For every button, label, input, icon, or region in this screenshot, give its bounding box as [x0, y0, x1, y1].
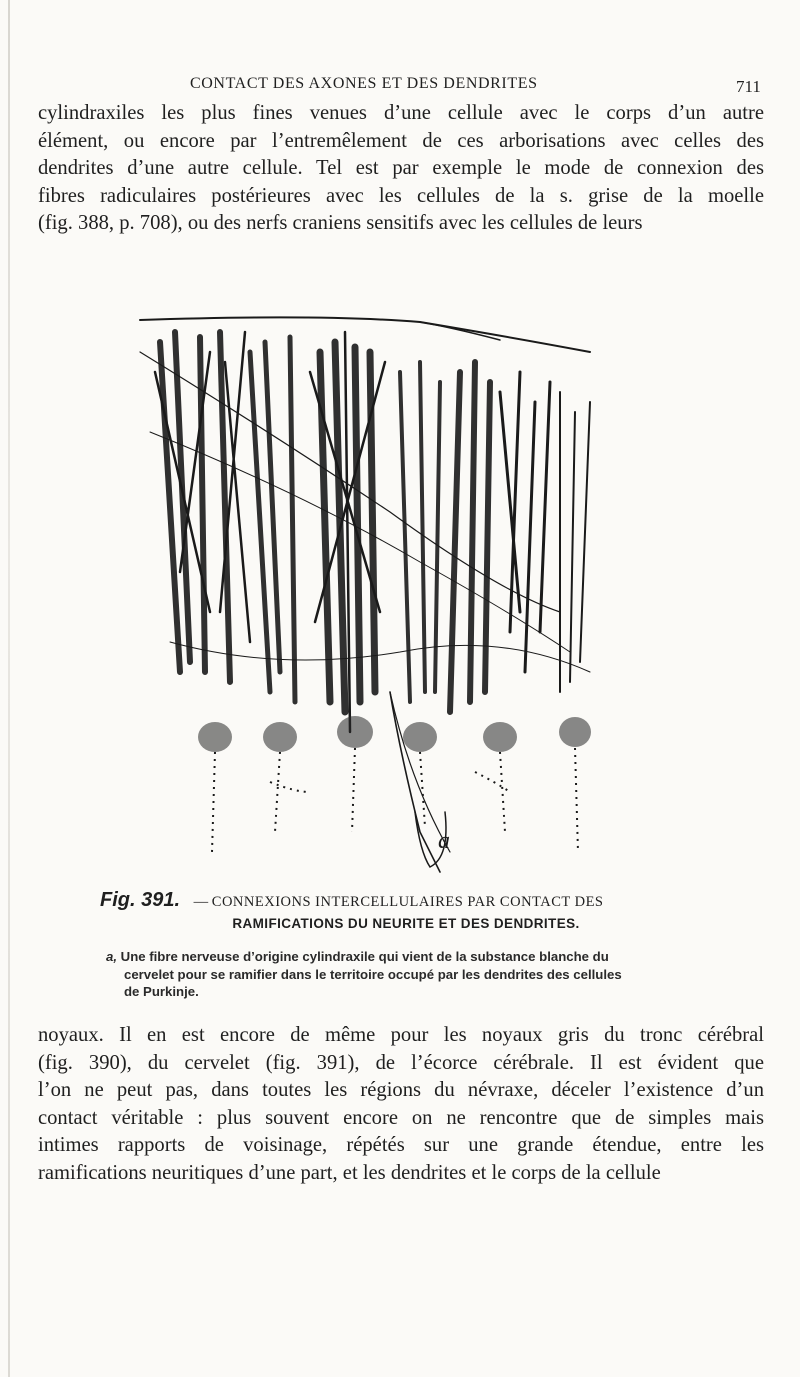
legend-key: a, — [106, 949, 117, 964]
figure-caption — [100, 890, 720, 934]
text-line: fibres radiculaires postérieures avec les cellules de la s. grise de la moelle — [38, 184, 764, 207]
cerebellum-illustration — [120, 312, 640, 892]
text-line: ramifications neuritiques d’une part, et les dendrites et le corps de la cellule — [38, 1161, 661, 1184]
text-line: contact véritable : plus souvent encore on ne rencontre que de simples mais — [38, 1106, 764, 1129]
caption-title-line1: CONNEXIONS INTERCELLULAIRES PAR CONTACT DES — [211, 894, 604, 910]
text-line: (fig. 388, p. 708), ou des nerfs craniens sensitifs avec les cellules de leurs — [38, 212, 643, 234]
caption-title-line2: RAMIFICATIONS DU NEURITE ET DES DENDRITES. — [232, 916, 580, 931]
legend-line: de Purkinje. — [124, 984, 199, 999]
running-head — [0, 75, 800, 99]
paragraph-top — [38, 100, 764, 238]
figure-label-a: a — [438, 828, 450, 854]
text-line: cylindraxiles les plus fines venues d’une cellule avec le corps d’un autre — [38, 102, 764, 124]
figure-number: Fig. 391. — [100, 889, 181, 911]
page-edge-rule — [8, 0, 10, 1377]
text-line: l’on ne peut pas, dans toutes les régions du névraxe, déceler l’existence d’un — [38, 1079, 764, 1101]
page-number: 711 — [736, 77, 761, 96]
text-line: intimes rapports de voisinage, répétés sur une grande étendue, entre les — [38, 1134, 764, 1156]
text-line: noyaux. Il en est encore de même pour les noyaux gris du tronc cérébral — [38, 1024, 764, 1046]
caption-dash: — — [193, 894, 209, 910]
paragraph-bottom — [38, 1022, 764, 1187]
running-title: CONTACT DES AXONES ET DES DENDRITES — [190, 75, 538, 92]
text-line: dendrites d’une autre cellule. Tel est par exemple le mode de connexion des — [38, 157, 764, 179]
legend-line: Une fibre nerveuse d’origine cylindraxile qui vient de la substance blanche du — [120, 949, 609, 964]
text-line: (fig. 390), du cervelet (fig. 391), de l’écorce cérébrale. Il est évident que — [38, 1051, 764, 1074]
legend-line: cervelet pour se ramifier dans le territoire occupé par les dendrites des cellules — [124, 966, 622, 982]
text-line: élément, ou encore par l’entremêlement de ces arborisations avec celles des — [38, 129, 764, 152]
figure-legend — [106, 948, 726, 1001]
